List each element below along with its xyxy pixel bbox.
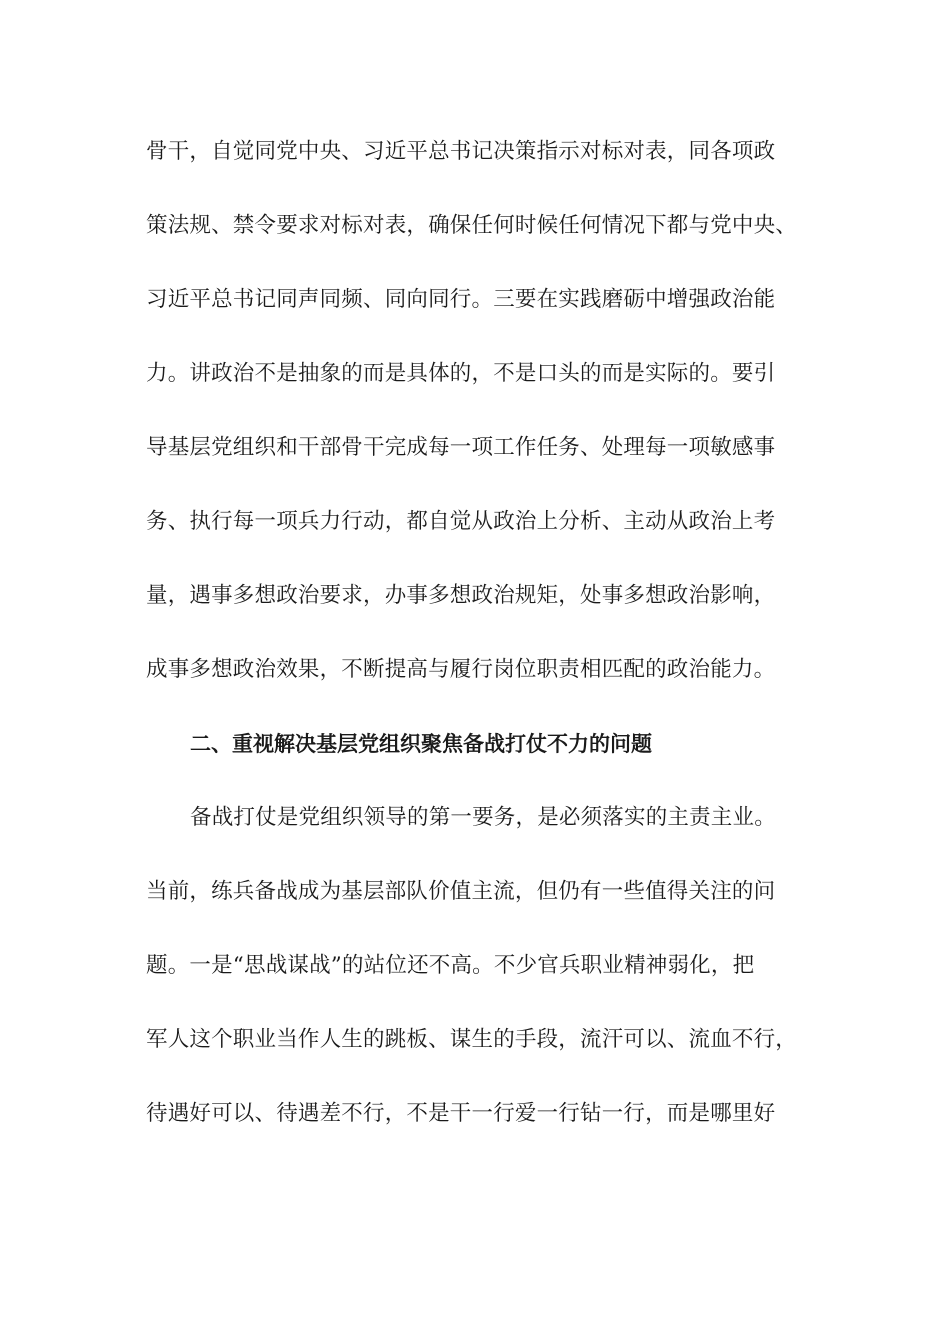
paragraph-line: 务、执行每一项兵力行动，都自觉从政治上分析、主动从政治上考 — [146, 509, 776, 534]
section-heading: 二、重视解决基层党组织聚焦备战打仗不力的问题 — [190, 732, 652, 756]
paragraph-line: 习近平总书记同声同频、同向同行。三要在实践磨砺中增强政治能 — [146, 287, 776, 312]
paragraph-line: 备战打仗是党组织领导的第一要务，是必须落实的主责主业。 — [190, 805, 776, 830]
paragraph-line: 量，遇事多想政治要求，办事多想政治规矩，处事多想政治影响， — [146, 583, 776, 608]
paragraph-line: 待遇好可以、待遇差不行，不是干一行爱一行钻一行，而是哪里好 — [146, 1101, 776, 1126]
paragraph-line: 当前，练兵备战成为基层部队价值主流，但仍有一些值得关注的问 — [146, 879, 776, 904]
paragraph-line: 军人这个职业当作人生的跳板、谋生的手段，流汗可以、流血不行， — [146, 1027, 798, 1052]
paragraph-line: 策法规、禁令要求对标对表，确保任何时候任何情况下都与党中央、 — [146, 213, 798, 238]
paragraph-line: 力。讲政治不是抽象的而是具体的，不是口头的而是实际的。要引 — [146, 361, 776, 386]
paragraph-line: 导基层党组织和干部骨干完成每一项工作任务、处理每一项敏感事 — [146, 435, 776, 460]
paragraph-line: 骨干，自觉同党中央、习近平总书记决策指示对标对表，同各项政 — [146, 139, 776, 164]
paragraph-line: 题。一是“思战谋战”的站位还不高。不少官兵职业精神弱化，把 — [146, 953, 755, 978]
paragraph-line: 成事多想政治效果，不断提高与履行岗位职责相匹配的政治能力。 — [146, 657, 776, 682]
